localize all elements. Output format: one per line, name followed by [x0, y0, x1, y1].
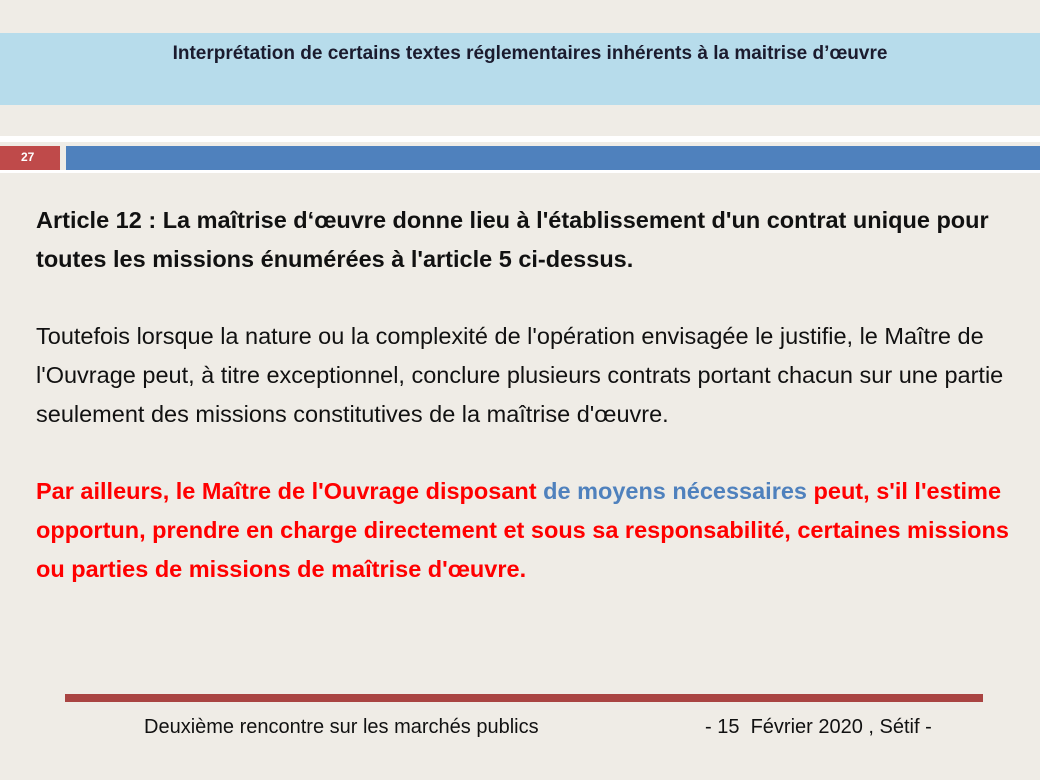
footer-date-location: - 15 Février 2020 , Sétif -	[705, 716, 932, 738]
footer-event-name: Deuxième rencontre sur les marchés publics	[144, 716, 539, 738]
accent-bar	[66, 146, 1040, 170]
owner-paragraph-part1: Par ailleurs, le Maître de l'Ouvrage disposant	[36, 478, 544, 504]
slide-body	[36, 201, 1026, 589]
divider-strip-bottom	[0, 170, 1040, 173]
slide-header-title: Interprétation de certains textes réglementaires inhérents à la maitrise d’œuvre	[172, 43, 888, 64]
footer-divider	[65, 694, 983, 702]
slide-number-badge: 27	[0, 146, 60, 170]
owner-paragraph-part3: peut, s'il l'estime opportun, prendre en charge directement et sous sa responsabilité, certaines missions ou parties de missions de maîtrise d'œuvre.	[36, 478, 1009, 582]
owner-paragraph	[36, 472, 1026, 589]
divider-strip-top	[0, 136, 1040, 142]
article-paragraph: Article 12 : La maîtrise d‘œuvre donne lieu à l'établissement d'un contrat unique pour toutes les missions énumérées à l'article 5 ci-dessus.	[36, 207, 989, 272]
exception-paragraph: Toutefois lorsque la nature ou la complexité de l'opération envisagée le justifie, le Maître de l'Ouvrage peut, à titre exceptionnel, conclure plusieurs contrats portant chacun sur une partie seulement des missions constitutives de la maîtrise d'œuvre.	[36, 323, 1004, 427]
owner-paragraph-highlight: de moyens nécessaires	[543, 478, 807, 504]
